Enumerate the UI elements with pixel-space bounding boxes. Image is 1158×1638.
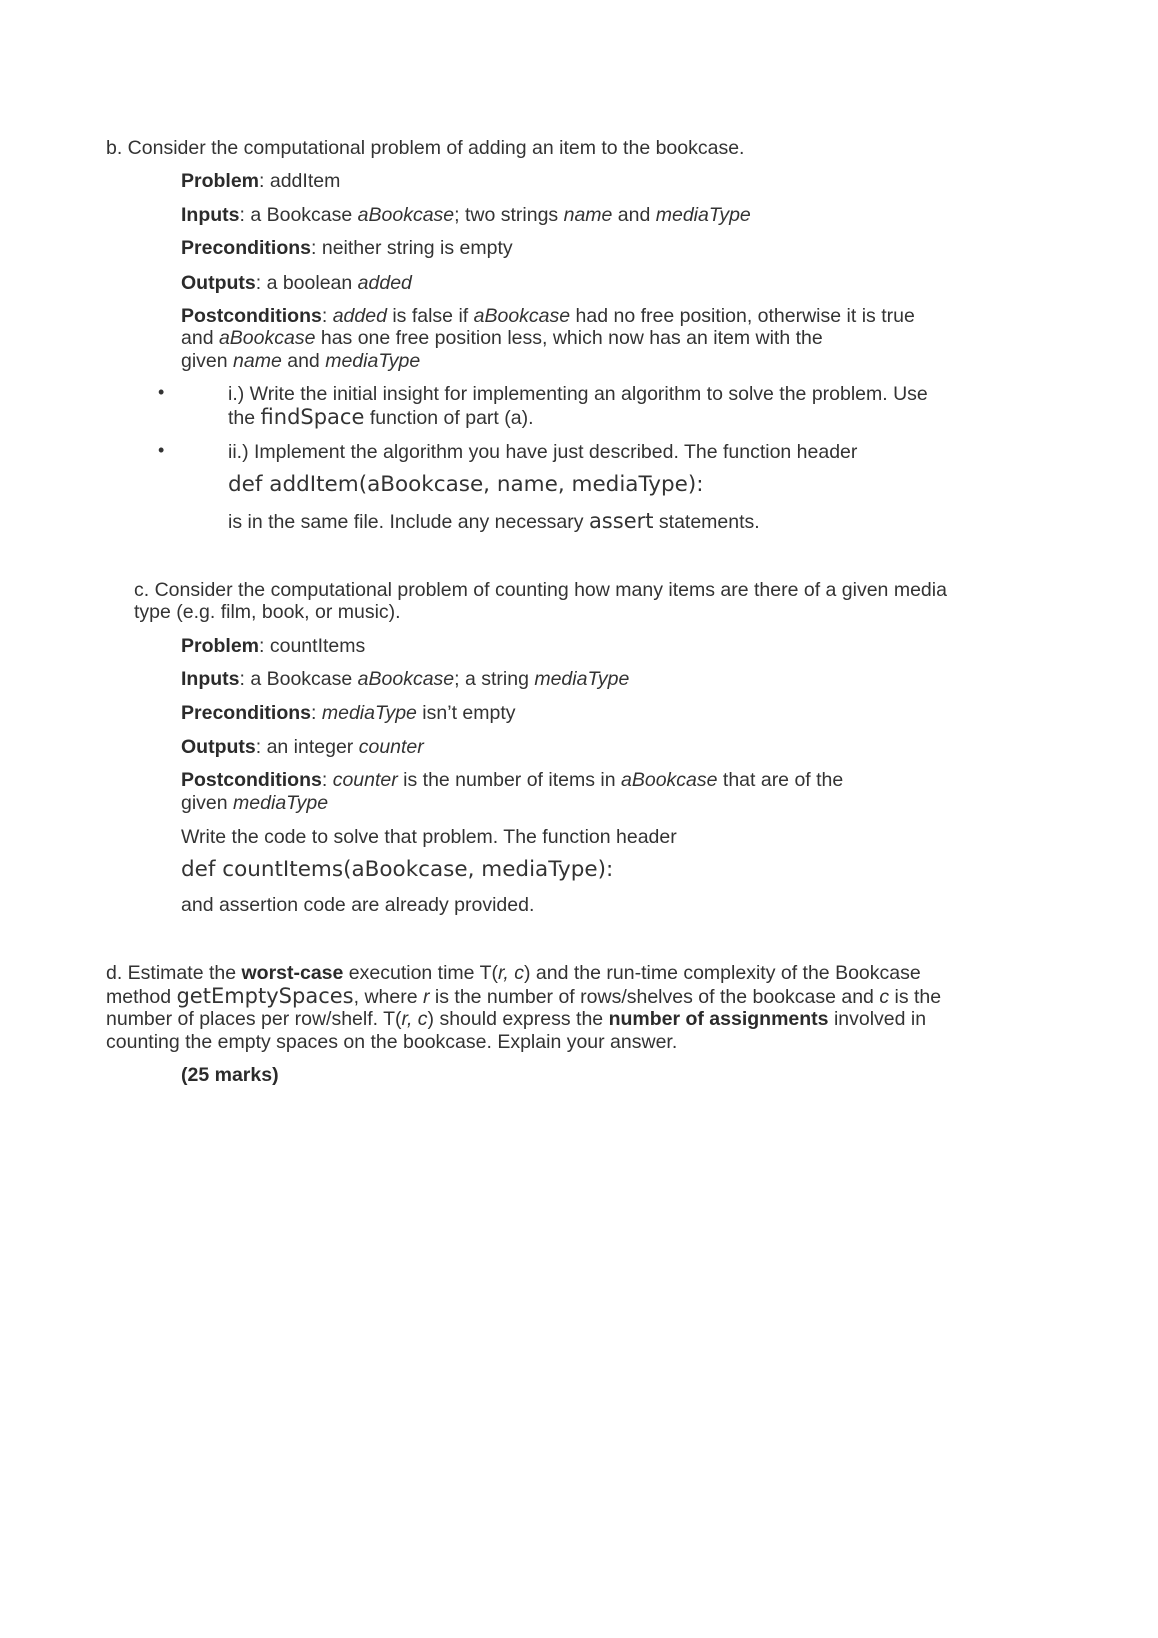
part-c-function-header: def countItems(aBookcase, mediaType): <box>181 857 614 882</box>
part-c-assertion: and assertion code are already provided. <box>181 894 535 916</box>
function-name: findSpace <box>260 405 365 429</box>
part-d-line1: d. Estimate the worst-case execution time T(r, c) and the run-time complexity of the Bookcase <box>106 962 921 984</box>
part-d-line2: method getEmptySpaces, where r is the number of rows/shelves of the bookcase and c is the <box>106 984 942 1008</box>
part-b-outputs: Outputs: a boolean added <box>181 272 412 294</box>
part-b-function-header: def addItem(aBookcase, name, mediaType): <box>228 472 704 497</box>
part-b-postconditions-line1: Postconditions: added is false if aBookcase had no free position, otherwise it is true <box>181 305 915 327</box>
part-b-q1-line2: the findSpace function of part (a). <box>228 405 534 429</box>
part-c-write: Write the code to solve that problem. The function header <box>181 826 677 848</box>
part-b-q2-line1: ii.) Implement the algorithm you have just described. The function header <box>228 441 858 463</box>
part-c-intro-line2: type (e.g. film, book, or music). <box>134 601 401 623</box>
part-c-outputs: Outputs: an integer counter <box>181 736 424 758</box>
part-d-line3: number of places per row/shelf. T(r, c) should express the number of assignments involved in <box>106 1008 927 1030</box>
problem-label: Problem <box>181 170 260 192</box>
part-c-postconditions-line2: given mediaType <box>181 792 329 814</box>
part-c-intro-line1: c. Consider the computational problem of counting how many items are there of a given media <box>134 579 947 601</box>
bullet-icon: • <box>158 440 165 460</box>
part-b-preconditions: Preconditions: neither string is empty <box>181 237 513 259</box>
part-b-q1-line1: i.) Write the initial insight for implementing an algorithm to solve the problem. Use <box>228 383 928 405</box>
bullet-icon: • <box>158 382 165 402</box>
part-b-intro: b. Consider the computational problem of adding an item to the bookcase. <box>106 137 745 159</box>
part-c-preconditions: Preconditions: mediaType isn’t empty <box>181 702 516 724</box>
marks-label: (25 marks) <box>181 1064 279 1086</box>
part-b-q2-line3: is in the same file. Include any necessary assert statements. <box>228 509 760 533</box>
part-b-problem: Problem: addItem <box>181 170 341 192</box>
part-c-inputs: Inputs: a Bookcase aBookcase; a string mediaType <box>181 668 630 690</box>
method-name: getEmptySpaces <box>176 984 354 1008</box>
part-b-postconditions-line3: given name and mediaType <box>181 350 421 372</box>
part-b-inputs: Inputs: a Bookcase aBookcase; two strings name and mediaType <box>181 204 751 226</box>
part-c-problem: Problem: countItems <box>181 635 366 657</box>
part-c-postconditions-line1: Postconditions: counter is the number of items in aBookcase that are of the <box>181 769 844 791</box>
part-d-line4: counting the empty spaces on the bookcase. Explain your answer. <box>106 1031 678 1053</box>
part-b-postconditions-line2: and aBookcase has one free position less, which now has an item with the <box>181 327 823 349</box>
